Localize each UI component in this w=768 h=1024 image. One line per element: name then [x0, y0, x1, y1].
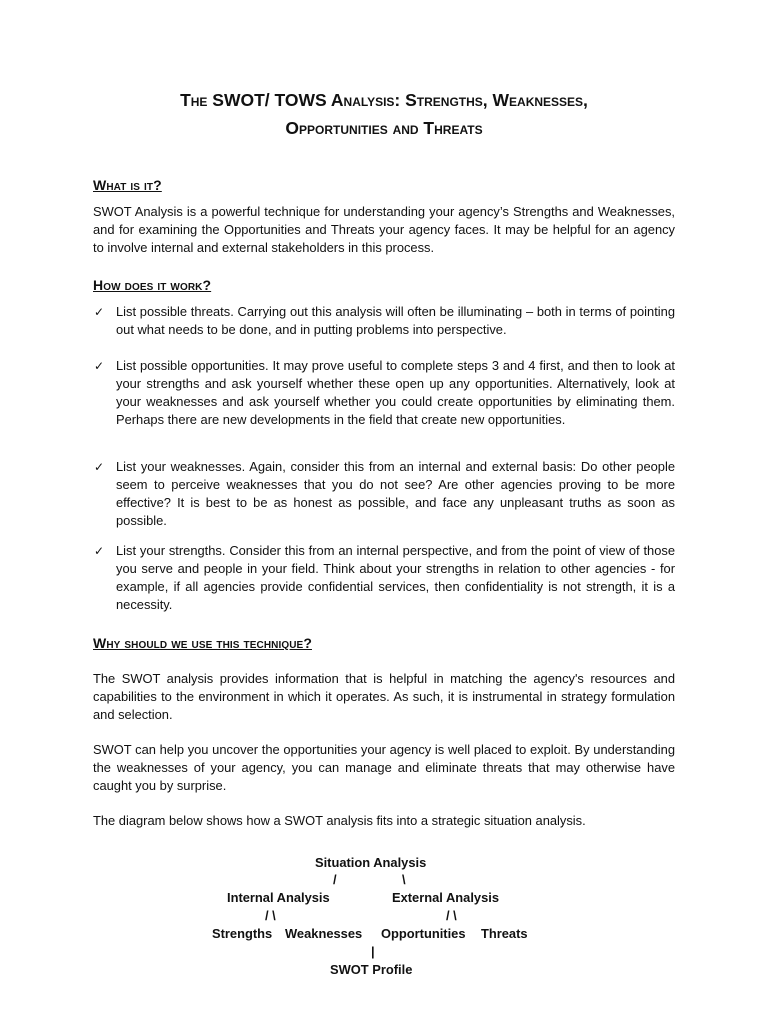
diagram-external-analysis: External Analysis — [392, 890, 499, 905]
diagram-situation-analysis: Situation Analysis — [315, 855, 427, 870]
diagram-strengths: Strengths — [212, 926, 273, 941]
diagram-swot-profile: SWOT Profile — [330, 962, 413, 977]
paragraph-why-3: The diagram below shows how a SWOT analysis fits into a strategic situation analysis. — [93, 813, 586, 828]
paragraph-why-2: SWOT can help you uncover the opportunities your agency is well placed to exploit. By understanding the weaknesses of your agency, you can manage and eliminate threats that may otherwise have caught you by surprise. — [93, 742, 675, 793]
bullet-text: List your strengths. Consider this from an internal perspective, and from the point of view of those you serve and people in your field. Think about your strengths in relation to other agencies - for example, if all agencies provide confidential services, then confidentiality is not strength, it is a necessity. — [116, 543, 675, 612]
diagram-pipe: | — [371, 944, 375, 959]
heading-how-does-it-work: How does it work? — [93, 277, 212, 293]
heading-why-use: Why should we use this technique? — [93, 635, 312, 651]
title-line-2: Opportunities and Threats — [285, 118, 483, 138]
diagram-branch-left: / \ — [265, 908, 276, 923]
bullet-text: List your weaknesses. Again, consider this from an internal and external basis: Do other people seem to perceive weaknesses that you do not see? Are other agencies proving to be more effective? It is best to be as honest as possible, and face any unpleasant truths as soon as possible. — [116, 459, 675, 528]
check-icon: ✓ — [94, 544, 105, 558]
title-line-1: The SWOT/ TOWS Analysis: Strengths, Weaknesses, — [180, 90, 588, 110]
heading-what-is-it: What is it? — [93, 177, 162, 193]
check-icon: ✓ — [94, 305, 105, 319]
diagram-internal-analysis: Internal Analysis — [227, 890, 330, 905]
diagram-threats: Threats — [481, 926, 528, 941]
bullet-text: List possible opportunities. It may prove useful to complete steps 3 and 4 first, and then to look at your strengths and ask yourself whether these open up any opportunities. Alternatively, look at your weaknesses and ask yourself whether you could create opportunities by eliminating them. Perhaps there are new developments in the field that create new opportunities. — [116, 358, 675, 427]
paragraph-why-1: The SWOT analysis provides information that is helpful in matching the agency's resources and capabilities to the environment in which it operates. As such, it is instrumental in strategy formulation and selection. — [93, 671, 675, 722]
check-icon: ✓ — [94, 359, 105, 373]
document-title — [93, 86, 675, 142]
diagram-slash-right: \ — [402, 872, 406, 887]
diagram-slash-left: / — [333, 872, 337, 887]
diagram-opportunities: Opportunities — [381, 926, 466, 941]
paragraph-what-is-it: SWOT Analysis is a powerful technique for understanding your agency’s Strengths and Weaknesses, and for examining the Opportunities and Threats your agency faces. It may be helpful for an agency to involve internal and external stakeholders in this process. — [93, 204, 675, 255]
bullet-text: List possible threats. Carrying out this analysis will often be illuminating – both in terms of pointing out what needs to be done, and in putting problems into perspective. — [116, 304, 675, 337]
diagram-weaknesses: Weaknesses — [285, 926, 363, 941]
diagram-branch-right: / \ — [446, 908, 457, 923]
check-icon: ✓ — [94, 460, 105, 474]
